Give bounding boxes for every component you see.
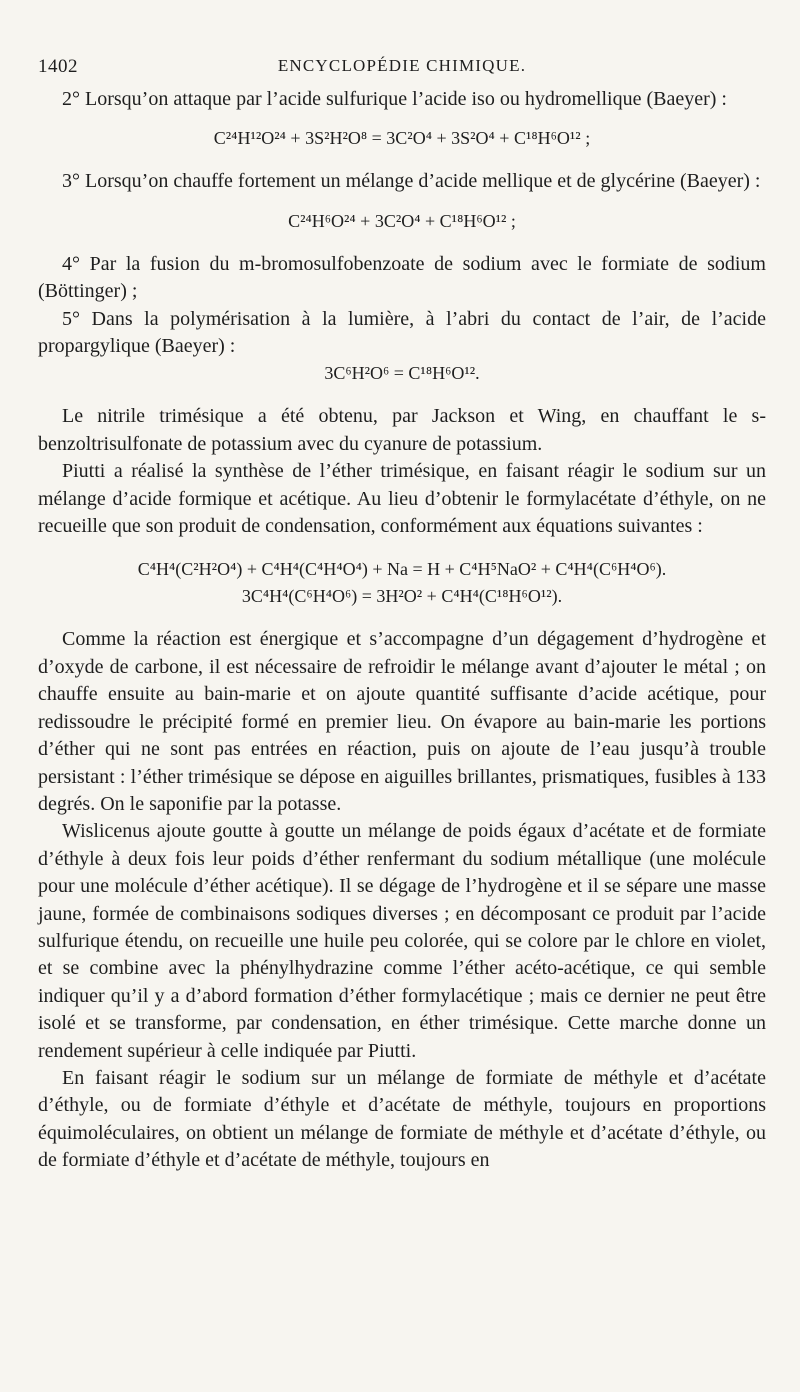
paragraph-nitrile: Le nitrile trimésique a été obtenu, par Jackson et Wing, en chauffant le s-benzoltrisulfonate de potassium avec du cyanure de potassium. <box>38 405 766 455</box>
paragraph-method-3: 3° Lorsqu’on chauffe fortement un mélange d’acide mellique et de glycérine (Baeyer) : <box>62 170 761 193</box>
page-body <box>38 86 766 1175</box>
paragraph-method-4: 4° Par la fusion du m-bromosulfobenzoate de sodium avec le formiate de sodium (Böttinger) ; <box>38 252 766 303</box>
paragraph-sodium: En faisant réagir le sodium sur un mélange de formiate de méthyle et d’acétate d’éthyle, ou de formiate d’éthyle et d’acétate de méthyle, toujours en proportions équimoléculaires, on obtient un mélange de formiate de méthyle et d’acétate d’éthyle, ou de formiate d’éthyle et d’acétate de méthyle, toujours en <box>38 1066 766 1172</box>
equation-3: 3C⁶H²O⁶ = C¹⁸H⁶O¹². <box>324 363 480 384</box>
page-number: 1402 <box>38 56 78 77</box>
paragraph-reaction: Comme la réaction est énergique et s’accompagne d’un dégagement d’hydrogène et d’oxyde de carbone, il est nécessaire de refroidir le mélange avant d’ajouter le métal ; on chauffe ensuite au bain-marie et on ajoute quantité suffisante d’acide acétique, pour redissoudre le précipité formé en premier lieu. On évapore au bain-marie les portions d’éther qui ne sont pas entrées en réaction, puis on ajoute de l’eau jusqu’à trouble persistant : l’éther trimésique se dépose en aiguilles brillantes, prismatiques, fusibles à 133 degrés. On le saponifie par la potasse. <box>38 628 766 815</box>
paragraph-method-2: 2° Lorsqu’on attaque par l’acide sulfurique l’acide iso ou hydromellique (Baeyer) : <box>62 88 727 110</box>
equation-5: 3C⁴H⁴(C⁶H⁴O⁶) = 3H²O² + C⁴H⁴(C¹⁸H⁶O¹²). <box>241 586 563 607</box>
equation-2: C²⁴H⁶O²⁴ + 3C²O⁴ + C¹⁸H⁶O¹² ; <box>288 210 516 231</box>
paragraph-method-5: 5° Dans la polymérisation à la lumière, à l’abri du contact de l’air, de l’acide propargylique (Baeyer) : <box>38 307 766 358</box>
paragraph-wislicenus: Wislicenus ajoute goutte à goutte un mélange de poids égaux d’acétate et de formiate d’éthyle à deux fois leur poids d’éther renfermant du sodium métallique (une molécule pour une molécule d’éther acétique). Il se dégage de l’hydrogène et il se sépare une masse jaune, formée de combinaisons sodiques diverses ; en décomposant ce produit par l’acide sulfurique étendu, on recueille une huile peu colorée, qui se colore par le chlore en violet, et se combine avec la phénylhydrazine comme l’éther acéto-acétique, ce qui semble indiquer qu’il y a d’abord formation d’éther formylacétique ; mais ce dernier ne peut être isolé et se transforme, par condensation, en éther trimésique. Cette marche donne un rendement supérieur à celle indiquée par Piutti. <box>38 820 766 1062</box>
page-header <box>38 56 766 80</box>
paragraph-piutti: Piutti a réalisé la synthèse de l’éther trimésique, en faisant réagir le sodium sur un mélange d’acide formique et acétique. Au lieu d’obtenir le formylacétate d’éthyle, on ne recueille que son produit de condensation, conformément aux équations suivantes : <box>38 460 766 538</box>
equation-4: C⁴H⁴(C²H²O⁴) + C⁴H⁴(C⁴H⁴O⁴) + Na = H + C⁴H⁵NaO² + C⁴H⁴(C⁶H⁴O⁶). <box>137 559 667 580</box>
equation-1: C²⁴H¹²O²⁴ + 3S²H²O⁸ = 3C²O⁴ + 3S²O⁴ + C¹⁸H⁶O¹² ; <box>213 128 591 149</box>
running-title: ENCYCLOPÉDIE CHIMIQUE. <box>277 56 527 75</box>
